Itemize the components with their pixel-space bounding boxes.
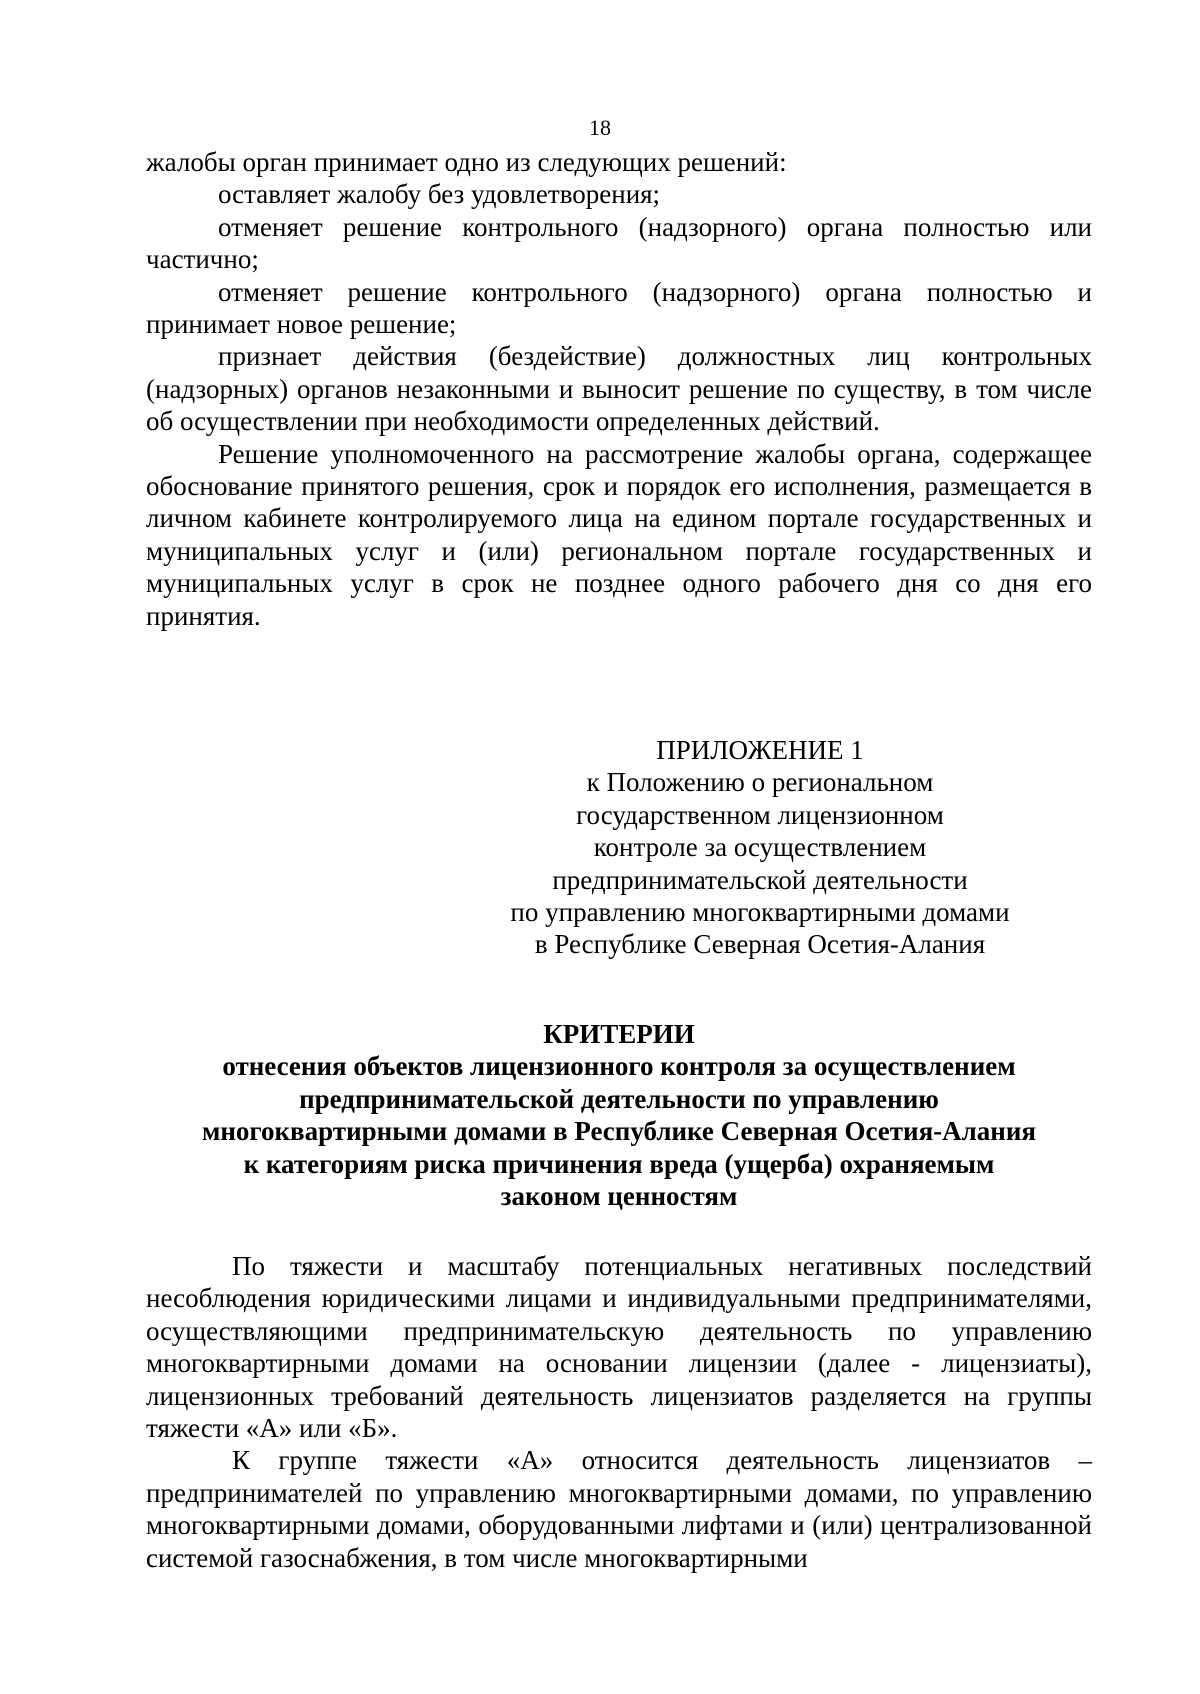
appendix-line: по управлению многоквартирными домами xyxy=(510,897,1010,928)
criteria-subtitle-line: отнесения объектов лицензионного контроля за осуществлением xyxy=(222,1051,1016,1082)
criteria-heading: КРИТЕРИИ xyxy=(543,1019,695,1049)
paragraph: жалобы орган принимает одно из следующих решений: xyxy=(146,147,787,177)
page-number: 18 xyxy=(589,115,611,140)
paragraph: оставляет жалобу без удовлетворения; xyxy=(218,179,661,210)
appendix-line: предпринимательской деятельности xyxy=(552,864,968,895)
criteria-subtitle-line: многоквартирными домами в Республике Северная Осетия-Алания xyxy=(201,1116,1037,1147)
paragraph: По тяжести и масштабу потенциальных негативных последствий несоблюдения юридическими лицами и индивидуальными предпринимателями, осуществляющими предпринимательскую деятельность по управлению многоквартирными домами на основании лицензии (далее - лицензиаты), лицензионных требований деятельность лицензиатов разделяется на группы тяжести «А» или «Б». xyxy=(146,1251,1092,1444)
appendix-line: государственном лицензионном xyxy=(576,799,944,830)
criteria-title xyxy=(146,1018,1092,1212)
criteria-subtitle-line: законом ценностям xyxy=(500,1181,738,1212)
appendix-line: в Республике Северная Осетия-Алания xyxy=(534,929,986,960)
paragraph: отменяет решение контрольного (надзорного) органа полностью или частично; xyxy=(146,211,1092,275)
paragraph: К группе тяжести «А» относится деятельность лицензиатов – предпринимателей по управлению многоквартирными домами, по управлению многоквартирными домами, оборудованными лифтами и (или) централизованной системой газоснабжения, в том числе многоквартирными xyxy=(146,1445,1092,1573)
criteria-body xyxy=(146,1250,1092,1574)
appendix-line: контроле за осуществлением xyxy=(593,832,927,863)
appendix-header xyxy=(500,734,1020,961)
appendix-line: к Положению о региональном xyxy=(586,767,934,798)
paragraph: признает действия (бездействие) должностных лиц контрольных (надзорных) органов незаконными и выносит решение по существу, в том числе об осуществлении при необходимости определенных действий. xyxy=(146,341,1092,437)
criteria-subtitle-line: предпринимательской деятельности по управлению xyxy=(299,1083,939,1114)
paragraph: Решение уполномоченного на рассмотрение жалобы органа, содержащее обоснование принятого решения, срок и порядок его исполнения, размещается в личном кабинете контролируемого лица на едином портале государственных и муниципальных услуг и (или) региональном портале государственных и муниципальных услуг в срок не позднее одного рабочего дня со дня его принятия. xyxy=(146,438,1092,631)
criteria-subtitle-line: к категориям риска причинения вреда (ущерба) охраняемым xyxy=(243,1148,995,1179)
appendix-heading: ПРИЛОЖЕНИЕ 1 xyxy=(656,735,864,765)
paragraph: отменяет решение контрольного (надзорного) органа полностью и принимает новое решение; xyxy=(146,276,1092,340)
complaint-decisions-section xyxy=(146,146,1092,632)
